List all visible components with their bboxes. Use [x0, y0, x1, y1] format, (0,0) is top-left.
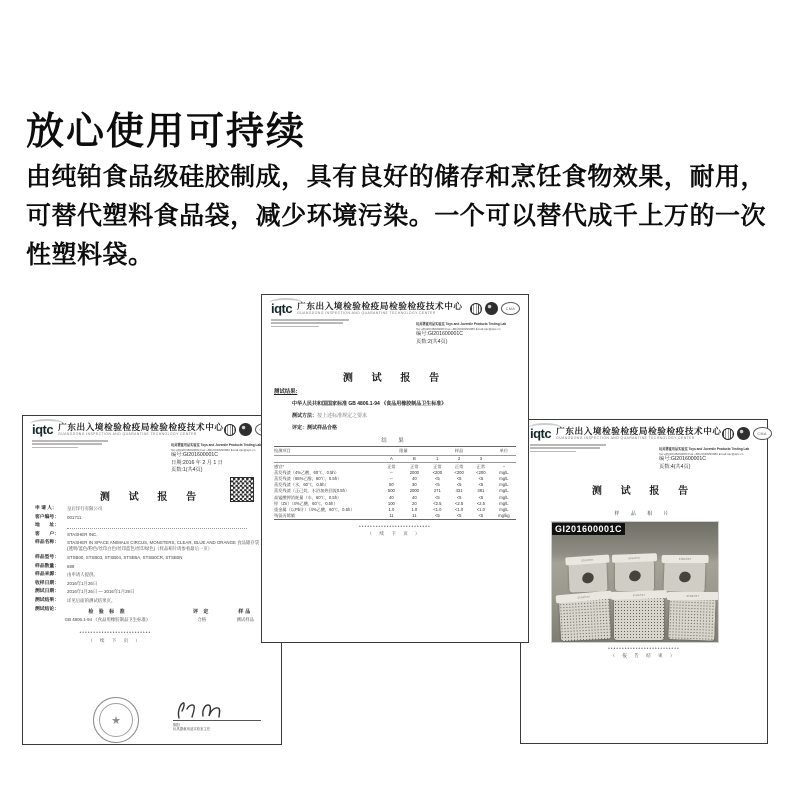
end-note: （ 报 告 结 束 ） — [610, 653, 678, 658]
verdict-header: 评 定 — [193, 609, 211, 615]
signature-block — [173, 700, 268, 731]
verdict-cell: 合格 — [197, 617, 207, 622]
field-row: 申 请 人： 皇后洋行有限公司 — [35, 506, 103, 511]
silicone-bag: stasher — [559, 598, 611, 642]
field-row: 测试结论： — [35, 606, 59, 612]
table-row: 残留丙烯腈 11 11 <5 <5 <5 mg/kg — [274, 512, 516, 519]
col-unit: 单位 — [492, 447, 516, 456]
iqtc-logo: iqtc — [530, 426, 552, 441]
accreditation-seal-icon — [722, 428, 734, 440]
separator-dots: ************************** — [79, 630, 152, 635]
photo-caption: 样 品 相 片 — [614, 511, 674, 517]
verdict-label: 评定： — [292, 425, 308, 431]
org-name-en: GUANGDONG INSPECTION AND QUARANTINE TECHNOLOGY CENTER — [297, 311, 436, 315]
silicone-bag: stasher — [568, 561, 607, 592]
report-pages: 页数:2(共4页) — [416, 338, 448, 345]
table-row: 感官* 正常 正常 正常 正常 正常 -- — [274, 463, 506, 469]
signer-name: 陈阳 — [173, 722, 180, 727]
lab-line: 玩具婴童用品实验室 Toys and Juvenile Products Testing Lab — [416, 322, 507, 326]
report-title: 测 试 报 告 — [342, 373, 448, 384]
cma-seal-icon: CMA — [501, 302, 520, 315]
sample-header: 样品 — [238, 609, 253, 615]
sample-cell: 测试样品 — [236, 617, 255, 622]
field-row: 地 址： — [35, 523, 271, 529]
report-number: 编号:GI201600001C — [659, 456, 707, 463]
table-row: 蒸发残渣（4%乙酸，60℃，0.5h） -- 2000 <200 <200 <200 mg/L — [274, 469, 509, 475]
field-row: 样品名称： STASHER IN SPACE ANIMALS CIRCUS, MONSTERS, CLEAR, BLUE AND ORANGE 食品储存袋(透明/蓝色/粉色/丝印白色/丝印蓝色/丝印绿色)（样品相片请参看最后一页） — [35, 540, 260, 552]
field-row: 测试结果： 详见后面的测试结果页。 — [35, 597, 116, 603]
col-limit: 限量 — [381, 447, 427, 456]
field-row: 测试日期： 2016年1月26日 — 2016年1月29日 — [35, 589, 135, 595]
globe-seal-icon — [485, 302, 498, 315]
col-sample: 样品 — [426, 447, 491, 456]
results-table-title: 结 果 — [381, 438, 409, 444]
standards-table — [35, 608, 267, 623]
accreditation-seal-icon — [224, 424, 236, 436]
table-row: 高锰酸钾消耗量（水，60℃，0.5h） 40 40 <5 <5 <5 mg/L — [274, 494, 509, 500]
address-lines — [530, 444, 608, 452]
page-description: 由纯铂食品级硅胶制成，具有良好的储存和烹饪食物效果，耐用，可替代塑料食品袋，减少环境污染。一个可以替代成千上万的一次性塑料袋。 — [26, 163, 766, 269]
globe-seal-icon — [737, 427, 750, 440]
report-pages: 页数:1(共4页) — [171, 467, 203, 473]
org-name-en: GUANGDONG INSPECTION AND QUARANTINE TECHNOLOGY CENTER — [58, 432, 197, 436]
results-section-label: 测试结果: — [274, 389, 298, 395]
field-row: 客 户： STASHER INC. — [35, 531, 98, 537]
report-number: 编号:GI201600001C — [171, 452, 219, 459]
continue-note: （ 续 下 页 ） — [87, 638, 144, 643]
standard-cell: GB 4806.1-94 《食品用橡胶制品卫生标准》 — [64, 617, 151, 622]
address-lines — [32, 440, 110, 448]
certificate-header — [271, 301, 520, 345]
globe-seal-icon — [239, 423, 252, 436]
org-name-cn: 广东出入境检验检疫局检验检疫技术中心 — [556, 426, 722, 436]
separator-dots: ************************** — [608, 646, 680, 651]
silicone-bag: stasher — [614, 597, 664, 640]
field-row: 样品来源： 由申请人提供。 — [35, 572, 98, 578]
table-row: 蒸发残渣（65%乙醇，60℃，0.5h） -- 40 <5 <5 <5 mg/L — [274, 475, 509, 481]
qr-code — [231, 478, 253, 501]
silicone-bag: stasher — [663, 560, 705, 592]
field-row: 客户编号： 001711 — [35, 514, 82, 520]
report-pages: 页数:4(共4页) — [659, 463, 691, 470]
certificate-header — [530, 426, 767, 470]
report-date: 日期:2016 年 2 月 1 日 — [171, 459, 223, 466]
test-results-section — [274, 387, 516, 537]
iqtc-logo: iqtc — [271, 301, 293, 316]
national-standard-line: 中华人民共和国国家标准 GB 4806.1-94 《食品用橡胶制品卫生标准》 — [292, 401, 447, 407]
org-name-en: GUANGDONG INSPECTION AND QUARANTINE TECHNOLOGY CENTER — [556, 436, 695, 440]
silicone-bag: stasher — [615, 560, 654, 591]
lab-line: 玩具婴童用品实验室 Toys and Juvenile Products Testing Lab — [171, 443, 262, 447]
org-name-cn: 广东出入境检验检疫局检验检疫技术中心 — [58, 422, 224, 432]
bag-motif-icon — [677, 570, 691, 584]
certificate-page-2 — [261, 294, 529, 643]
cma-seal-icon: CMA — [753, 427, 772, 440]
contact-line: Tel:+86(20)38290080 Fax:+86(20)38290080 Email:iqtc@iqtc.cn — [416, 326, 501, 331]
lab-line: 玩具婴童用品实验室 Toys and Juvenile Products Testing Lab — [659, 447, 750, 451]
address-lines — [271, 319, 351, 327]
page-title: 放心使用可持续 — [26, 111, 307, 153]
method-label: 测试方法： — [292, 413, 318, 419]
certificate-page-1 — [22, 415, 282, 745]
separator-dots: ************************** — [359, 523, 431, 529]
certificate-page-4 — [520, 419, 768, 744]
bag-motif-icon — [627, 569, 641, 583]
signer-title: 玩具婴童用品实验室主任 — [173, 726, 211, 731]
field-row: 样品数量： 689 — [35, 563, 75, 569]
verdict-value: 测试样品合格 — [307, 425, 338, 431]
photo-sample-id: GI201600001C — [552, 523, 625, 535]
report-title: 测 试 报 告 — [99, 492, 205, 503]
report-number: 编号:GI201600001C — [416, 331, 464, 338]
contact-line: Tel:+86(20)38290080 Fax:+86(20)38290080 Email:iqtc@iqtc.cn — [171, 447, 256, 452]
table-row: 锌（Zn）（4%乙酸，60℃，0.5h） 100 20 <2.5 <2.5 <2.5 mg/L — [274, 500, 509, 506]
bag-motif-icon — [581, 571, 595, 585]
signature-icon — [173, 700, 243, 722]
standards-header: 检 验 标 准 — [88, 609, 127, 615]
method-value: 按上述标准规定之要求 — [317, 413, 368, 419]
table-row: 蒸发残渣（正己烷，水浴加热回流0.5h） 500 2000 271 431 381 mg/L — [274, 488, 509, 494]
report-title: 测 试 报 告 — [591, 486, 697, 497]
table-row: 蒸发残渣（水，60℃，0.5h） 50 30 <5 <5 <5 mg/L — [274, 482, 509, 488]
official-stamp-icon: ★ — [93, 697, 139, 743]
silicone-bag: stasher — [668, 597, 715, 641]
accreditation-seal-icon — [470, 303, 482, 315]
certificate-header — [32, 422, 273, 473]
table-row: 重金属（以Pb计）（4%乙酸，60℃，0.5h） 1.0 1.0 <1.0 <1.0 <1.0 mg/L — [274, 506, 509, 512]
contact-line: Tel:+86(20)38290080 Fax:+86(20)38290080 Email:iqtc@iqtc.cn — [659, 451, 744, 456]
iqtc-logo: iqtc — [32, 422, 54, 437]
col-item: 检测项目 — [274, 447, 381, 456]
field-row: 样品型号： STSB00, STSB03, STSB04, STSB5A, STSB0CR, STSB0N — [35, 554, 183, 560]
field-row: 收样日期： 2016年1月26日 — [35, 580, 98, 586]
results-table: 检测项目 限量 样品 单位 A B 1 2 3 感官* 正常 正常 正常 正常 正常 -- 蒸发残渣（4%乙酸，60℃，0.5h） -- 2000 <200 <200 <200 mg/L 蒸发残渣（65%乙醇，60℃，0.5h） -- 40 <5 <5 <5 mg/L 蒸发残渣（水，60℃，0.5h） 50 30 <5 <5 <5 mg/L 蒸发残渣（正己烷，水浴加热回流0.5h） 500 2000 271 431 381 mg/L 高锰酸钾消耗量（水，60℃，0.5h） 40 40 <5 <5 <5 mg/L 锌（Zn）（4%乙酸，60℃，0.5h） 100 20 <2.5 <2.5 <2.5 mg/L 重金属（以Pb计）（4%乙酸，60℃，0.5h） 1.0 1.0 <1.0 <1.0 <1.0 mg/L 残留丙烯腈 11 11 <5 <5 <5 mg/kg — [274, 446, 516, 520]
continue-note: （ 续 下 页 ） — [367, 530, 423, 536]
report-fields — [35, 506, 271, 615]
sample-photo — [552, 522, 718, 642]
org-name-cn: 广东出入境检验检疫局检验检疫技术中心 — [297, 301, 463, 311]
